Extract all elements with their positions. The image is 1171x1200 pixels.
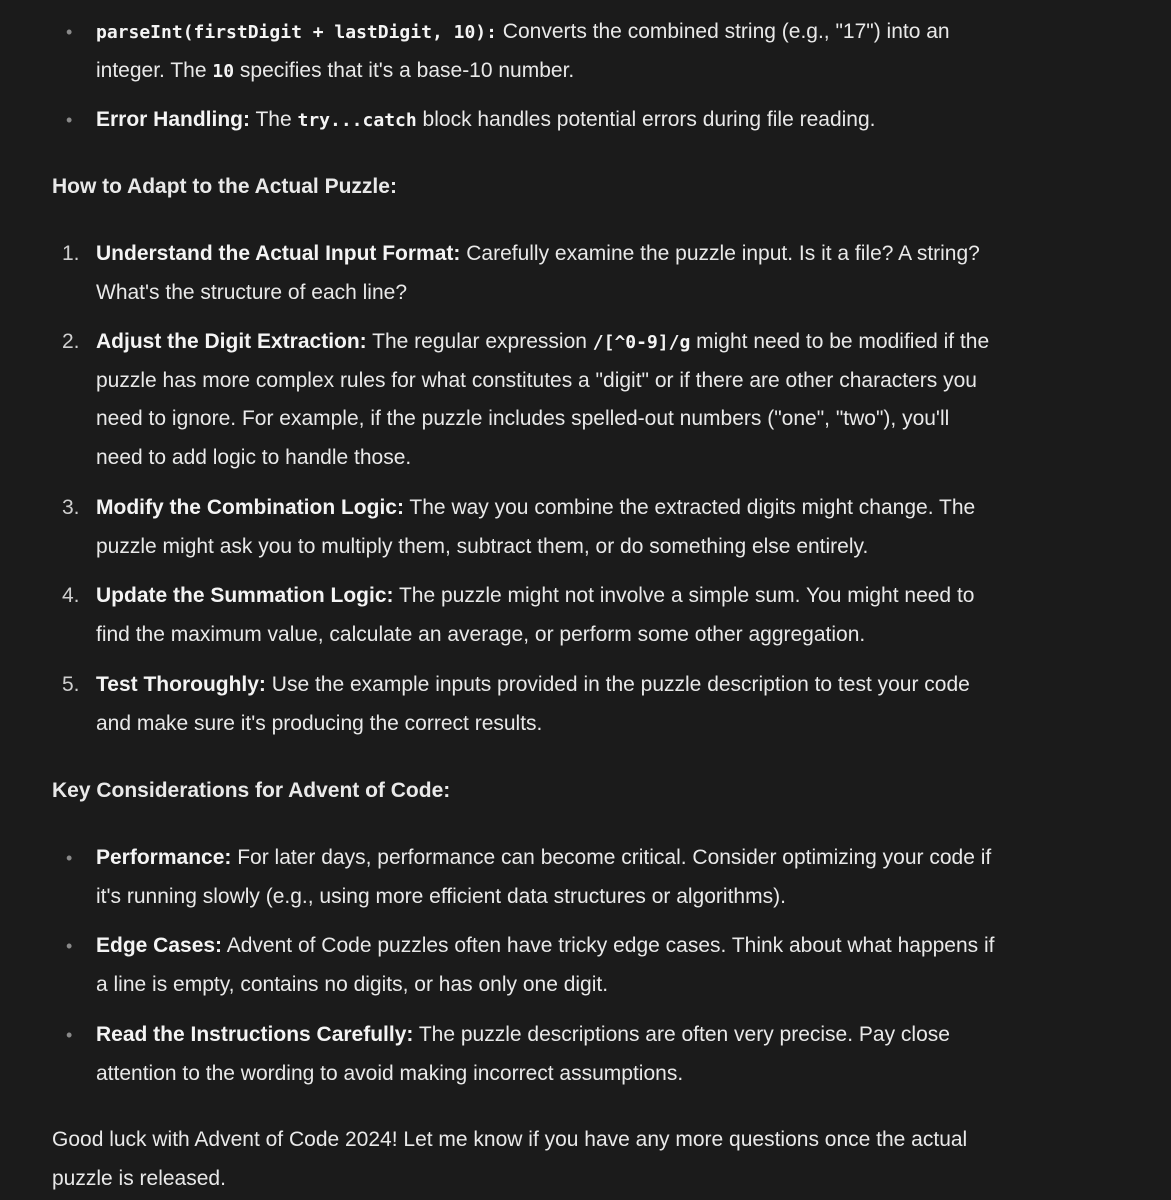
list-item-line: puzzle might ask you to multiply them, subtract them, or do something else entirely. — [96, 535, 869, 558]
list-item-text: specifies that it's a base-10 number. — [234, 59, 575, 82]
list-item-text: For later days, performance can become critical. Consider optimizing your code if — [231, 846, 992, 869]
bullet-icon: • — [66, 110, 73, 130]
list-item-line: need to ignore. For example, if the puzzle includes spelled-out numbers ("one", "two"), you'll — [96, 407, 950, 430]
list-item-line — [96, 108, 876, 133]
list-item-label: Edge Cases: — [96, 934, 223, 957]
inline-code: parseInt(firstDigit + lastDigit, 10): — [96, 22, 497, 43]
list-item-label: Read the Instructions Carefully: — [96, 1023, 414, 1046]
list-item-line — [96, 1023, 950, 1047]
bullet-icon: • — [66, 1025, 73, 1045]
list-item-text: block handles potential errors during file reading. — [416, 108, 876, 131]
bullet-icon: • — [66, 936, 73, 956]
item-number: 3. — [62, 496, 80, 519]
list-item-text: integer. The — [96, 59, 213, 82]
list-item-label: Performance: — [96, 846, 232, 869]
list-item-line — [96, 20, 950, 45]
item-number: 5. — [62, 673, 80, 696]
list-item-label: Test Thoroughly: — [96, 673, 266, 696]
list-item-text: might need to be modified if the — [690, 330, 990, 353]
bullet-icon: • — [66, 848, 73, 868]
item-number: 4. — [62, 584, 80, 607]
list-item-label: Understand the Actual Input Format: — [96, 242, 461, 265]
list-item-line: and make sure it's producing the correct results. — [96, 712, 543, 735]
list-item-line: What's the structure of each line? — [96, 281, 408, 304]
section-heading: Key Considerations for Advent of Code: — [52, 779, 451, 802]
list-item-text: The way you combine the extracted digits might change. The — [403, 496, 976, 519]
list-item-line — [96, 846, 991, 870]
list-item-line — [96, 584, 974, 608]
item-number: 1. — [62, 242, 80, 265]
closing-paragraph-line: Good luck with Advent of Code 2024! Let me know if you have any more questions once the actual — [52, 1128, 968, 1151]
list-item-label: Adjust the Digit Extraction: — [96, 330, 367, 353]
list-item-text: The puzzle might not involve a simple sum. You might need to — [393, 584, 975, 607]
list-item-line — [96, 242, 980, 266]
section-heading: How to Adapt to the Actual Puzzle: — [52, 175, 397, 198]
list-item-line — [96, 496, 975, 520]
item-number: 2. — [62, 330, 80, 353]
inline-code: 10 — [212, 61, 235, 82]
list-item-line: need to add logic to handle those. — [96, 446, 412, 469]
list-item-text: The regular expression — [366, 330, 593, 353]
inline-code: /[^0-9]/g — [592, 332, 691, 353]
list-item-line: it's running slowly (e.g., using more efficient data structures or algorithms). — [96, 885, 786, 908]
list-item-text: Converts the combined string (e.g., "17") into an — [496, 20, 950, 43]
list-item-text: The puzzle descriptions are often very precise. Pay close — [413, 1023, 950, 1046]
list-item-label: Update the Summation Logic: — [96, 584, 394, 607]
list-item-text: Advent of Code puzzles often have tricky edge cases. Think about what happens if — [222, 934, 995, 957]
list-item-text: Carefully examine the puzzle input. Is it a file? A string? — [460, 242, 980, 265]
list-item-line — [96, 673, 970, 697]
inline-code: try...catch — [297, 110, 417, 131]
list-item-line — [96, 934, 995, 958]
list-item-label: Modify the Combination Logic: — [96, 496, 404, 519]
list-item-label: Error Handling: — [96, 108, 251, 131]
list-item-line: a line is empty, contains no digits, or has only one digit. — [96, 973, 609, 996]
list-item-text: Use the example inputs provided in the puzzle description to test your code — [265, 673, 970, 696]
list-item-line — [96, 59, 574, 84]
list-item-line: puzzle has more complex rules for what constitutes a "digit" or if there are other characters you — [96, 369, 977, 392]
bullet-icon: • — [66, 22, 73, 42]
list-item-line: find the maximum value, calculate an average, or perform some other aggregation. — [96, 623, 866, 646]
list-item-line — [96, 330, 989, 355]
list-item-text: The — [250, 108, 298, 131]
closing-paragraph-line: puzzle is released. — [52, 1167, 226, 1190]
list-item-line: attention to the wording to avoid making incorrect assumptions. — [96, 1062, 684, 1085]
